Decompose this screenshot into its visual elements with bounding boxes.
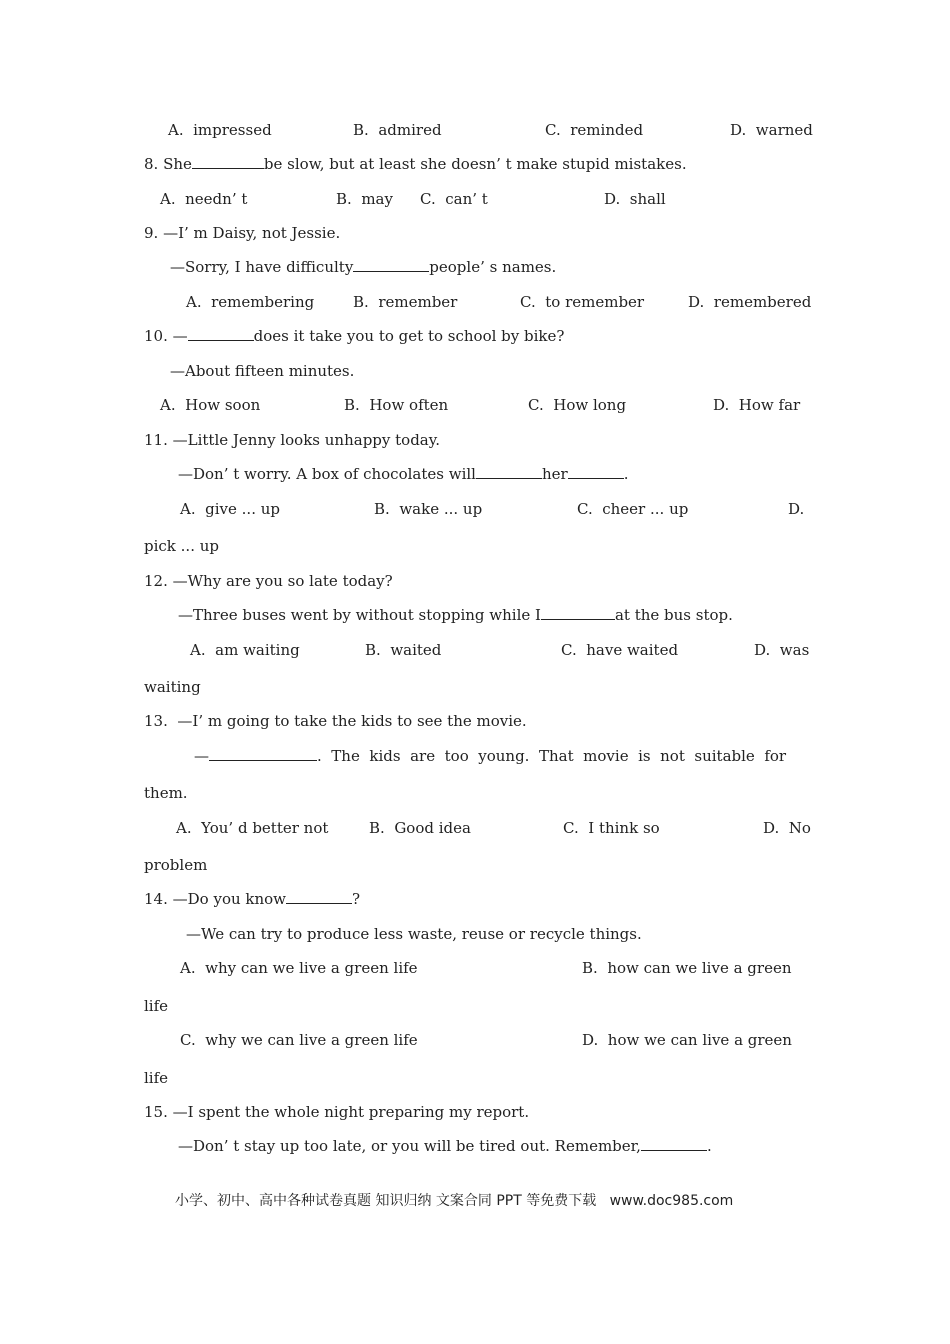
q7-option-c: C. reminded	[545, 121, 644, 139]
question-9-line1: 9. —I’ m Daisy, not Jessie.	[144, 224, 341, 242]
question-10-line2: —About fifteen minutes.	[170, 362, 355, 380]
q11-option-c: C. cheer ... up	[577, 500, 689, 518]
q8-option-b: B. may	[336, 190, 393, 208]
page-footer: 小学、初中、高中各种试卷真题 知识归纳 文案合同 PPT 等免费下载 www.doc985.com	[175, 1193, 734, 1209]
q14-option-b: B. how can we live a green	[582, 959, 792, 977]
answer-blank	[476, 464, 542, 479]
q13-option-b: B. Good idea	[369, 819, 471, 837]
question-13-line2-wrap: them.	[144, 784, 188, 802]
answer-blank	[568, 464, 624, 479]
q7-option-a: A. impressed	[168, 121, 272, 139]
q13-option-d-text: problem	[144, 856, 208, 874]
q8-option-a: A. needn’ t	[160, 190, 248, 208]
q13-option-a: A. You’ d better not	[176, 819, 329, 837]
question-12-line1: 12. —Why are you so late today?	[144, 572, 393, 590]
question-8-stem: 8. She be slow, but at least she doesn’ t make stupid mistakes.	[144, 155, 687, 173]
question-15-line1: 15. —I spent the whole night preparing my report.	[144, 1103, 530, 1121]
answer-blank	[286, 889, 352, 904]
q14-option-d-wrap: life	[144, 1069, 169, 1087]
q12-option-d-text: waiting	[144, 678, 201, 696]
question-9-line2: —Sorry, I have difficulty people’ s names.	[170, 258, 557, 276]
q11-option-b: B. wake ... up	[374, 500, 483, 518]
q9-option-d: D. remembered	[688, 293, 812, 311]
question-15-line2: —Don’ t stay up too late, or you will be tired out. Remember, .	[178, 1137, 712, 1155]
q10-option-b: B. How often	[344, 396, 449, 414]
question-11-line1: 11. —Little Jenny looks unhappy today.	[144, 431, 440, 449]
q12-option-a: A. am waiting	[190, 641, 300, 659]
q9-option-b: B. remember	[353, 293, 458, 311]
q14-option-d: D. how we can live a green	[582, 1031, 792, 1049]
question-10-stem: 10. — does it take you to get to school by bike?	[144, 327, 565, 345]
q9-option-a: A. remembering	[186, 293, 315, 311]
answer-blank	[192, 154, 264, 169]
answer-blank	[188, 326, 254, 341]
q11-option-d-text: pick ... up	[144, 537, 219, 555]
answer-blank	[209, 746, 317, 761]
question-13-line2: — . The kids are too young. That movie is not suitable for	[194, 747, 787, 765]
question-14-line2: —We can try to produce less waste, reuse or recycle things.	[186, 925, 642, 943]
q7-option-d: D. warned	[730, 121, 813, 139]
q12-option-b: B. waited	[365, 641, 442, 659]
q13-option-c: C. I think so	[563, 819, 660, 837]
q8-option-c: C. can’ t	[420, 190, 488, 208]
q12-option-c: C. have waited	[561, 641, 679, 659]
question-12-line2: —Three buses went by without stopping while I at the bus stop.	[178, 606, 733, 624]
q13-option-d: D. No	[763, 819, 811, 837]
answer-blank	[353, 257, 429, 272]
q14-option-b-wrap: life	[144, 997, 169, 1015]
q14-option-a: A. why can we live a green life	[180, 959, 418, 977]
q10-option-a: A. How soon	[160, 396, 261, 414]
q11-option-d: D.	[788, 500, 805, 518]
q12-option-d: D. was	[754, 641, 810, 659]
answer-blank	[641, 1136, 707, 1151]
question-11-line2: —Don’ t worry. A box of chocolates will her .	[178, 465, 629, 483]
q10-option-d: D. How far	[713, 396, 801, 414]
q14-option-c: C. why we can live a green life	[180, 1031, 418, 1049]
question-13-line1: 13. —I’ m going to take the kids to see the movie.	[144, 712, 527, 730]
q10-option-c: C. How long	[528, 396, 627, 414]
q11-option-a: A. give ... up	[180, 500, 280, 518]
q8-option-d: D. shall	[604, 190, 666, 208]
answer-blank	[541, 605, 615, 620]
question-14-line1: 14. —Do you know ?	[144, 890, 361, 908]
q7-option-b: B. admired	[353, 121, 442, 139]
q9-option-c: C. to remember	[520, 293, 645, 311]
